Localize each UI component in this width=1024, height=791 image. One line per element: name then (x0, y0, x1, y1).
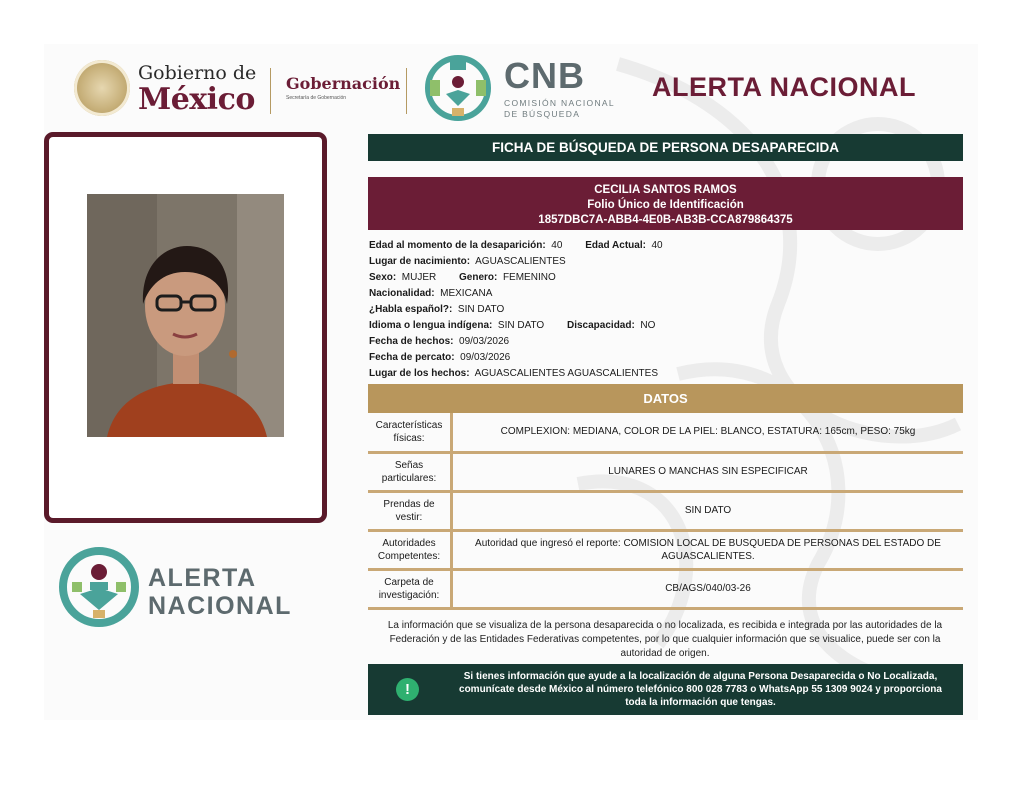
table-row (368, 491, 963, 530)
cnb-logo-text (504, 55, 615, 120)
ficha-title: FICHA DE BÚSQUEDA DE PERSONA DESAPARECIDA (368, 134, 963, 161)
row-label: Carpeta de investigación: (368, 569, 452, 608)
detail-row (369, 334, 963, 350)
detail-row (369, 286, 963, 302)
table-row (368, 413, 963, 452)
row-label: Autoridades Competentes: (368, 530, 452, 569)
value: 40 (551, 240, 563, 251)
row-label: Características físicas: (368, 413, 452, 452)
divider (406, 68, 407, 114)
folio-label: Folio Único de Identificación (587, 199, 744, 211)
cnb-logo-icon (420, 50, 496, 126)
alerta-nacional-logo-text (148, 564, 292, 620)
table-row (368, 452, 963, 491)
cnb-line2: DE BÚSQUEDA (504, 109, 581, 119)
value: NO (640, 320, 656, 331)
person-header (368, 177, 963, 230)
alert-poster (44, 44, 978, 720)
value: 40 (651, 240, 663, 251)
person-details (369, 238, 963, 382)
datos-table (368, 413, 963, 610)
label: Fecha de percato: (369, 352, 455, 363)
cnb-acronym: CNB (504, 55, 585, 96)
photo-frame (44, 132, 327, 523)
contact-banner (368, 664, 963, 715)
table-row (368, 569, 963, 608)
value: MEXICANA (440, 288, 493, 299)
logo-line2: NACIONAL (148, 592, 292, 620)
label: Idioma o lengua indígena: (369, 320, 493, 331)
value: SIN DATO (457, 304, 505, 315)
detail-row (369, 270, 963, 286)
detail-row (369, 318, 963, 334)
value: FEMENINO (502, 272, 556, 283)
cnb-line1: COMISIÓN NACIONAL (504, 98, 615, 108)
label: Edad al momento de la desaparición: (369, 240, 546, 251)
label: Lugar de nacimiento: (369, 256, 471, 267)
detail-row (369, 302, 963, 318)
logo-line1: ALERTA (148, 564, 257, 592)
gobierno-de-mexico-logo (138, 64, 256, 115)
label: ¿Habla español?: (369, 304, 453, 315)
gobernacion-subtitle: Secretaría de Gobernación (286, 95, 347, 101)
detail-row (369, 238, 963, 254)
contact-text: Si tienes información que ayude a la localización de alguna Persona Desaparecida o No Localizada, comunícate desde México al número telefónico 800 028 7783 o WhatsApp 55 1309 9024 y proporciona toda la información que tengas. (459, 671, 942, 708)
folio-value: 1857DBC7A-ABB4-4E0B-AB3B-CCA879864375 (538, 214, 793, 226)
row-label: Señas particulares: (368, 452, 452, 491)
value: 09/03/2026 (460, 352, 511, 363)
datos-header: DATOS (368, 384, 963, 413)
divider (270, 68, 271, 114)
value: 09/03/2026 (459, 336, 510, 347)
row-label: Prendas de vestir: (368, 491, 452, 530)
table-row (368, 530, 963, 569)
label: Sexo: (369, 272, 397, 283)
mexico-seal-icon (74, 60, 130, 116)
detail-row (369, 350, 963, 366)
value: SIN DATO (497, 320, 545, 331)
person-name: CECILIA SANTOS RAMOS (594, 184, 737, 196)
row-value: SIN DATO (452, 491, 964, 530)
value: MUJER (401, 272, 437, 283)
gobierno-line1: Gobierno de (138, 62, 257, 84)
label: Nacionalidad: (369, 288, 435, 299)
alerta-nacional-logo-icon (56, 544, 142, 630)
gobernacion-logo (286, 74, 400, 101)
label: Discapacidad: (567, 320, 635, 331)
disclaimer-text: La información que se visualiza de la persona desaparecida o no localizada, es recibida e integrada por las autoridades de la Federación y de las Entidades Federativas competentes, por lo que cualquier información que se visualice, puede ser con la autoridad de origen. (387, 620, 943, 659)
header (44, 44, 978, 134)
row-value: COMPLEXION: MEDIANA, COLOR DE LA PIEL: BLANCO, ESTATURA: 165cm, PESO: 75kg (452, 413, 964, 452)
row-value: LUNARES O MANCHAS SIN ESPECIFICAR (452, 452, 964, 491)
label: Fecha de hechos: (369, 336, 454, 347)
row-value: Autoridad que ingresó el reporte: COMISION LOCAL DE BUSQUEDA DE PERSONAS DEL ESTADO DE AGUASCALIENTES. (452, 530, 964, 569)
label: Lugar de los hechos: (369, 368, 470, 379)
value: AGUASCALIENTES (475, 256, 566, 267)
exclamation-icon: ! (396, 678, 419, 701)
page-title: ALERTA NACIONAL (652, 72, 916, 102)
gobernacion-title: Gobernación (286, 74, 401, 93)
detail-row (369, 366, 963, 382)
detail-row (369, 254, 963, 270)
gobierno-line2: México (138, 82, 255, 117)
label: Edad Actual: (585, 240, 646, 251)
value: AGUASCALIENTES AGUASCALIENTES (474, 368, 658, 379)
label: Genero: (459, 272, 498, 283)
row-value: CB/AGS/040/03-26 (452, 569, 964, 608)
person-photo (87, 194, 284, 437)
